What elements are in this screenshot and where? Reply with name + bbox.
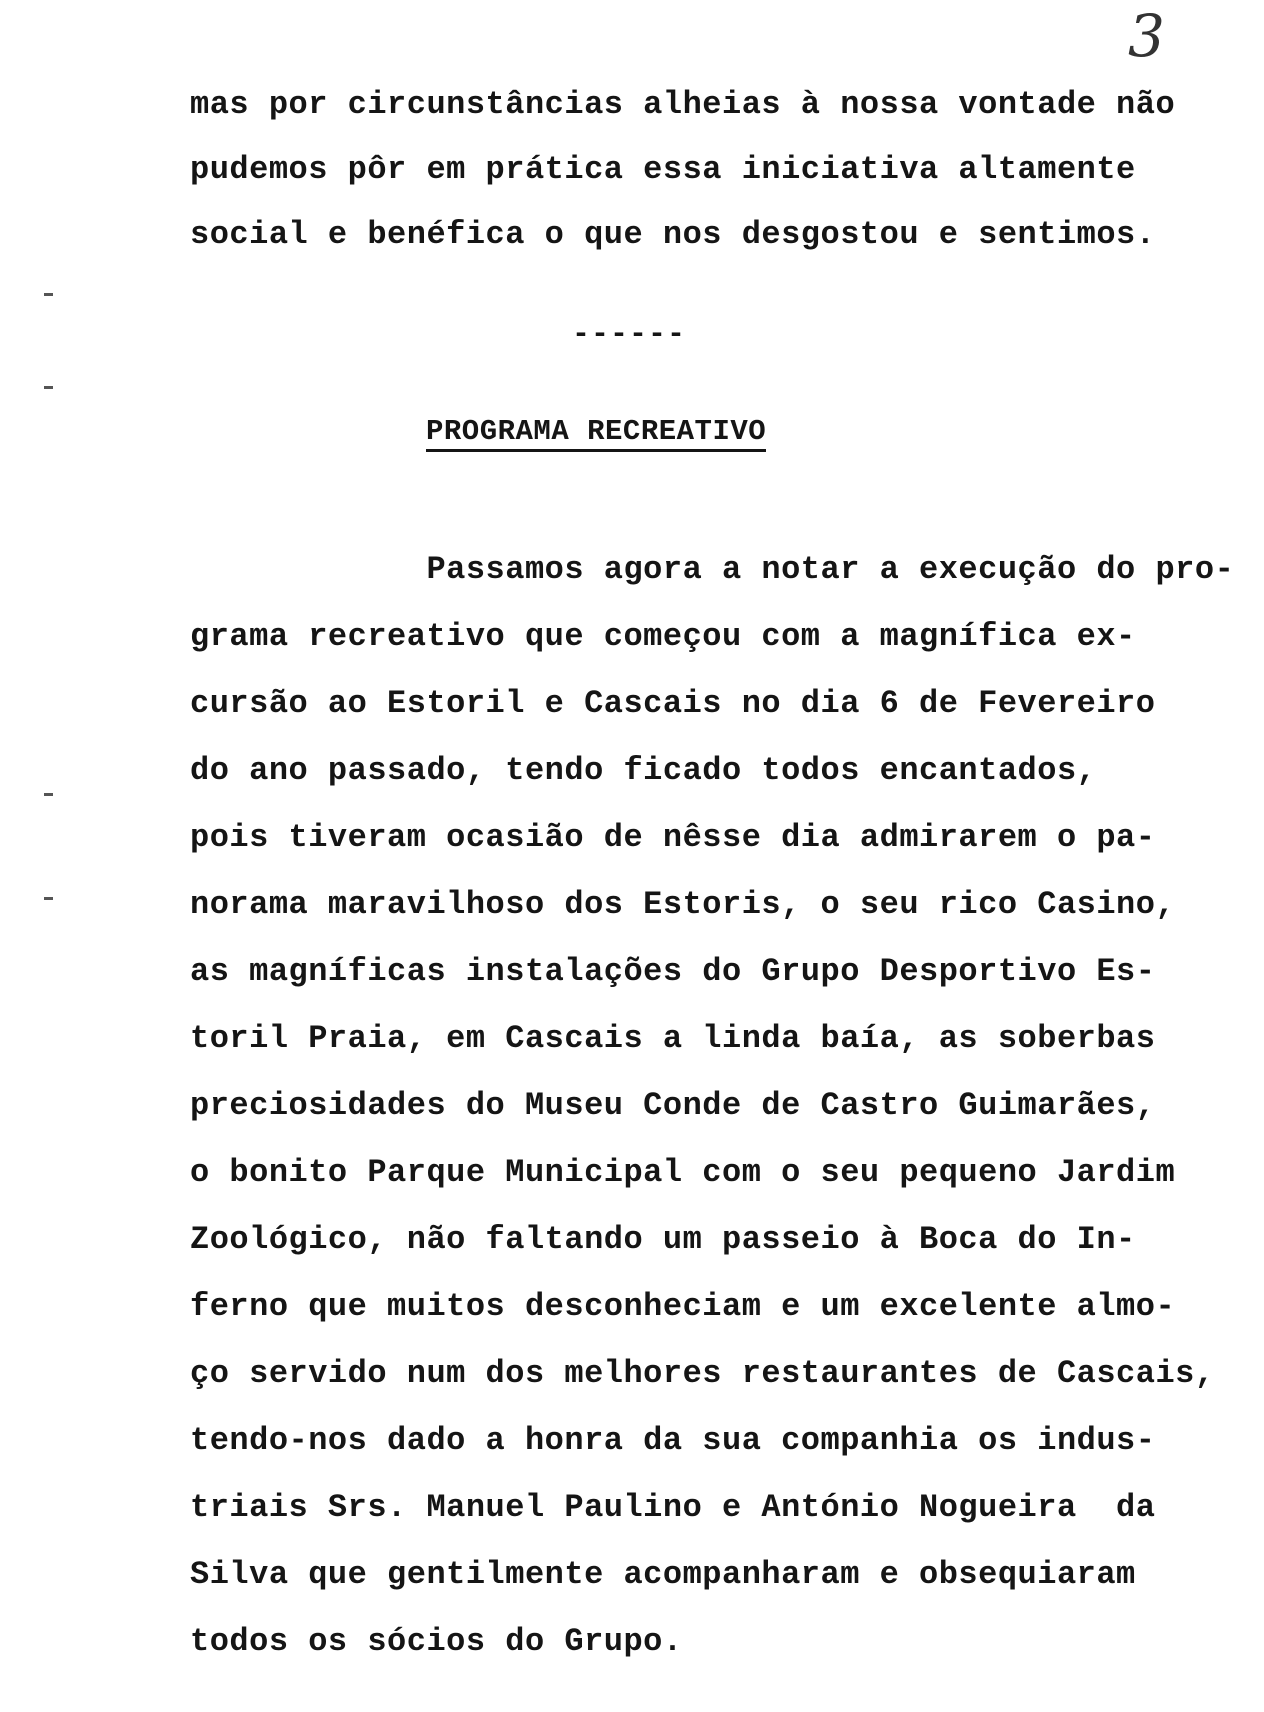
- text-line: tendo-nos dado a honra da sua companhia os indus-: [190, 1422, 1156, 1459]
- section-heading: PROGRAMA RECREATIVO: [426, 415, 766, 452]
- text-line: toril Praia, em Cascais a linda baía, as soberbas: [190, 1020, 1156, 1057]
- margin-mark: [44, 793, 53, 796]
- page-number: 3: [1128, 2, 1165, 70]
- text-line: social e benéfica o que nos desgostou e sentimos.: [190, 216, 1156, 253]
- margin-mark: [44, 293, 53, 296]
- text-line: Passamos agora a notar a execução do pro-: [190, 551, 1235, 588]
- text-line: norama maravilhoso dos Estoris, o seu rico Casino,: [190, 886, 1176, 923]
- text-line: ferno que muitos desconheciam e um excelente almo-: [190, 1288, 1176, 1325]
- margin-mark: [44, 386, 53, 389]
- text-line: as magníficas instalações do Grupo Desportivo Es-: [190, 953, 1156, 990]
- text-line: Zoológico, não faltando um passeio à Boca do In-: [190, 1221, 1136, 1258]
- text-line: ço servido num dos melhores restaurantes de Cascais,: [190, 1355, 1215, 1392]
- text-line: grama recreativo que começou com a magnífica ex-: [190, 618, 1136, 655]
- text-line: cursão ao Estoril e Cascais no dia 6 de Fevereiro: [190, 685, 1156, 722]
- text-line: Silva que gentilmente acompanharam e obsequiaram: [190, 1556, 1136, 1593]
- section-separator: ------: [572, 318, 687, 352]
- text-line: preciosidades do Museu Conde de Castro Guimarães,: [190, 1087, 1156, 1124]
- text-line: pudemos pôr em prática essa iniciativa altamente: [190, 151, 1136, 188]
- text-line: do ano passado, tendo ficado todos encantados,: [190, 752, 1097, 789]
- margin-mark: [44, 897, 53, 900]
- text-line: todos os sócios do Grupo.: [190, 1623, 683, 1660]
- text-line: o bonito Parque Municipal com o seu pequeno Jardim: [190, 1154, 1176, 1191]
- text-line: triais Srs. Manuel Paulino e António Nogueira da: [190, 1489, 1156, 1526]
- text-line: pois tiveram ocasião de nêsse dia admirarem o pa-: [190, 819, 1156, 856]
- text-line: mas por circunstâncias alheias à nossa vontade não: [190, 86, 1176, 123]
